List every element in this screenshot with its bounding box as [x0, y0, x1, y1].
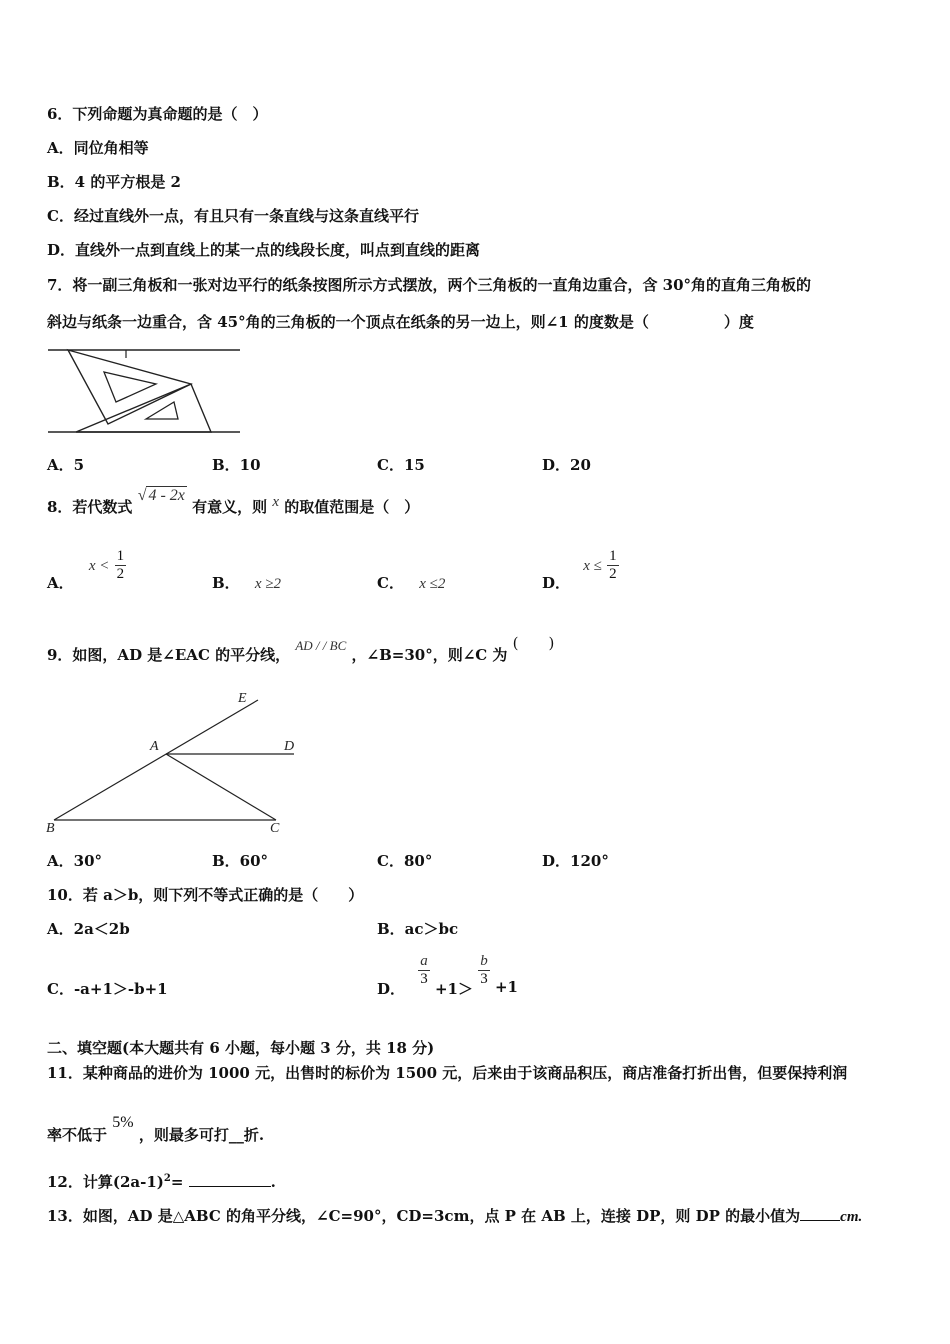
q12-answer-blank[interactable]	[189, 1186, 271, 1187]
q10-option-b: B．ac＞bc	[377, 920, 459, 938]
q6-option-c: C．经过直线外一点，有且只有一条直线与这条直线平行	[47, 207, 419, 225]
q9-stem-pre: 9．如图，AD 是∠EAC 的平分线，	[47, 646, 291, 664]
q10-stem: 10．若 a＞b，则下列不等式正确的是（ ）	[47, 886, 364, 904]
q9-stem-mid: ，∠B=30°，则∠C 为	[351, 646, 508, 664]
q9-parallel: AD / / BC	[295, 638, 347, 653]
q11-line2-pre: 率不低于	[47, 1126, 108, 1144]
q12-pre: 12．计算(2a-1)	[47, 1173, 164, 1191]
q8-d-expr: x ≤	[583, 558, 602, 574]
q8-option-a	[47, 548, 126, 593]
q8-option-d	[542, 548, 619, 593]
q9-paren: ( )	[512, 634, 555, 652]
q8-stem	[47, 487, 420, 517]
q7-stem-line1: 7．将一副三角板和一张对边平行的纸条按图所示方式摆放，两个三角板的一直角边重合，含 30°角的直角三角板的	[47, 276, 812, 294]
q8-a-expr: x <	[88, 558, 110, 574]
q8-stem-mid: 有意义，则	[192, 498, 268, 516]
q8-c-expr: x ≤2	[419, 576, 446, 592]
q13	[47, 1205, 862, 1226]
q12-post: =	[170, 1173, 189, 1191]
q7-stem-line2: 斜边与纸条一边重合，含 45°角的三角板的一个顶点在纸条的另一边上，则∠1 的度数是（ ）度	[47, 313, 754, 331]
q11-percent: 5%	[112, 1114, 134, 1131]
q9-option-d: D．120°	[542, 852, 609, 870]
q8-b-expr: x ≥2	[254, 576, 282, 592]
q8-stem-post: 的取值范围是（ ）	[284, 498, 420, 516]
q10-d-fraction-1: $\frac{a}{3}$	[420, 953, 428, 987]
q7-option-b: B．10	[212, 456, 261, 474]
q9-option-a: A．30°	[47, 852, 103, 870]
q9-label-a: A	[150, 739, 159, 754]
q10-option-c: C．-a+1＞-b+1	[47, 980, 168, 998]
q10-d-label: D．	[377, 980, 406, 998]
q9-label-e: E	[238, 691, 247, 706]
q8-sqrt: √ 4 - 2x	[137, 487, 185, 504]
q9-stem	[47, 634, 555, 665]
q8-c-label: C．	[377, 574, 404, 592]
q9-option-c: C．80°	[377, 852, 433, 870]
q9-label-c: C	[270, 821, 280, 836]
q6-option-d: D．直线外一点到直线上的某一点的线段长度，叫点到直线的距离	[47, 241, 481, 259]
q6-option-b: B．4 的平方根是 2	[47, 173, 181, 191]
q8-a-fraction: $\frac{1}{2}$	[116, 548, 125, 582]
q13-unit: cm.	[840, 1209, 863, 1225]
q8-radicand: 4 - 2x	[148, 487, 185, 504]
q9-label-d: D	[284, 739, 295, 754]
q8-var: x	[272, 494, 280, 510]
q7-option-c: C．15	[377, 456, 425, 474]
q10-d-fraction-2: $\frac{b}{3}$	[480, 953, 488, 987]
q8-d-label: D．	[542, 574, 571, 592]
q11-line1: 11．某种商品的进价为 1000 元，出售时的标价为 1500 元，后来由于该商品积压，商店准备打折出售，但要保持利润	[47, 1064, 848, 1082]
q8-d-fraction: $\frac{1}{2}$	[609, 548, 617, 582]
q7-option-a: A．5	[47, 456, 85, 474]
q11-line2-post: ，则最多可打__折.	[138, 1126, 265, 1144]
q10-option-a: A．2a＜2b	[47, 920, 130, 938]
q12-end: .	[270, 1173, 276, 1191]
q10-d-mid: +1＞	[434, 980, 473, 998]
q6-stem: 6．下列命题为真命题的是（ ）	[47, 105, 268, 123]
q11-line2	[47, 1114, 265, 1145]
q8-option-b	[212, 572, 281, 593]
q12	[47, 1171, 276, 1192]
q13-answer-blank[interactable]	[800, 1220, 840, 1221]
q9-option-b: B．60°	[212, 852, 269, 870]
q6-option-a: A．同位角相等	[47, 139, 149, 157]
q8-stem-pre: 8．若代数式	[47, 498, 133, 516]
q8-option-c	[377, 572, 445, 593]
q10-d-tail: +1	[494, 978, 518, 996]
q12-sup: 2	[163, 1173, 171, 1184]
q9-figure	[44, 688, 304, 836]
section2-heading: 二、填空题(本大题共有 6 小题，每小题 3 分，共 18 分)	[47, 1039, 435, 1057]
q9-label-b: B	[46, 821, 55, 836]
q7-option-d: D．20	[542, 456, 591, 474]
q13-text: 13．如图，AD 是△ABC 的角平分线，∠C=90°，CD=3cm，点 P 在 AB 上，连接 DP，则 DP 的最小值为	[47, 1207, 801, 1225]
q7-figure	[46, 344, 242, 436]
q8-b-label: B．	[212, 574, 240, 592]
q8-a-label: A．	[47, 574, 74, 592]
q10-option-d	[377, 953, 518, 999]
